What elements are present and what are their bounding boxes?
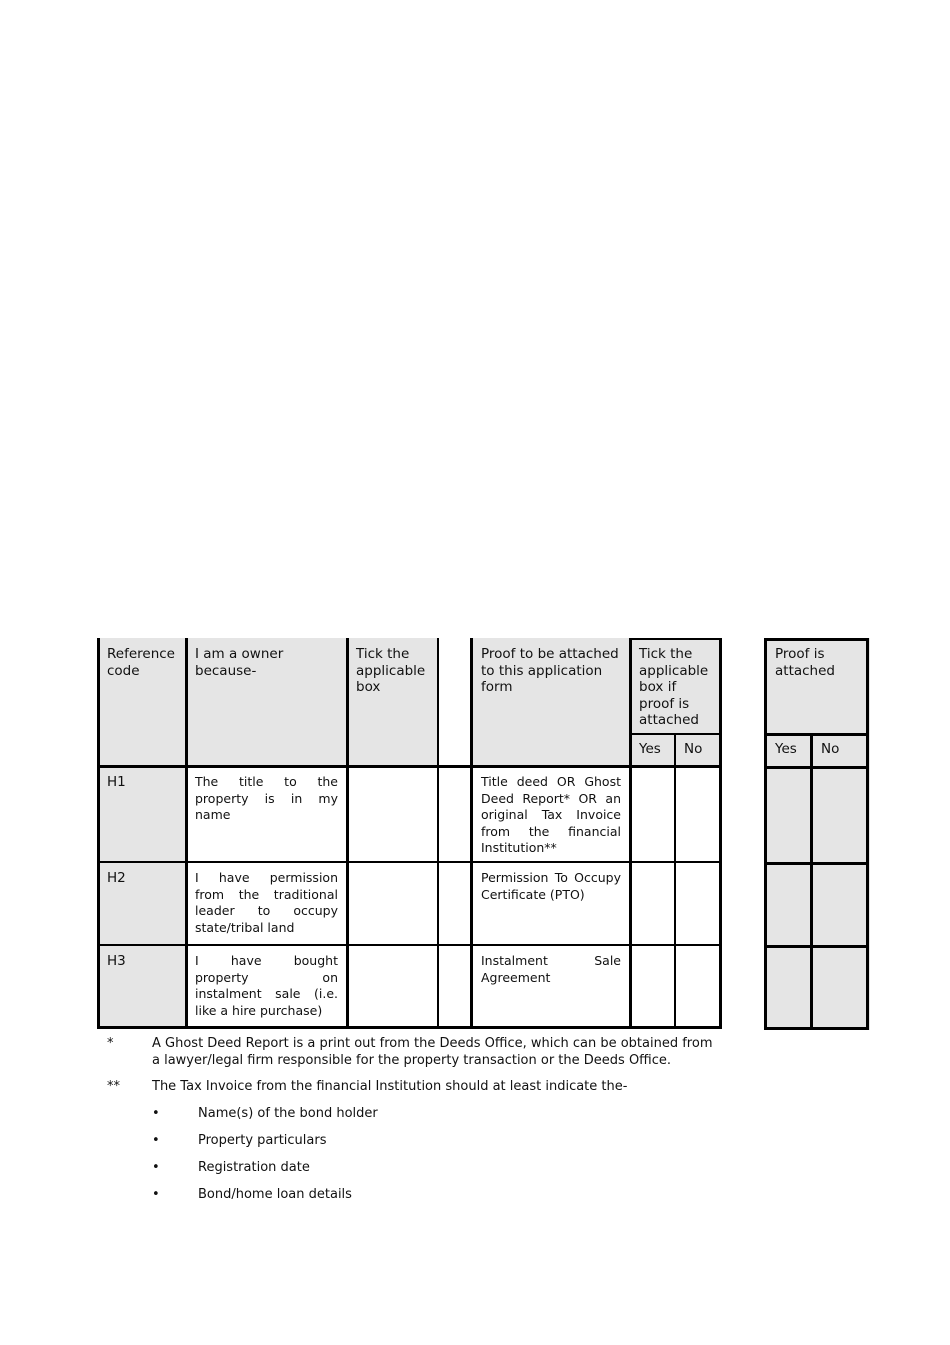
- row-code: H3: [107, 953, 126, 969]
- bullet-marker: •: [152, 1106, 160, 1121]
- side-yes: Yes: [775, 741, 797, 757]
- row-reason: The title to the property is in my name: [195, 774, 338, 822]
- bullet-marker: •: [152, 1187, 160, 1202]
- footnote-double-star-marker: **: [107, 1079, 120, 1094]
- row-code: H1: [107, 774, 126, 790]
- proof-no-checkbox[interactable]: [676, 946, 719, 1026]
- header-tick-proof: Tick the applicable box if proof is attached: [639, 646, 709, 728]
- bullet-marker: •: [152, 1133, 160, 1148]
- side-yes-checkbox-h3[interactable]: [767, 948, 810, 1027]
- proof-no-checkbox[interactable]: [676, 863, 719, 944]
- proof-yes-checkbox[interactable]: [632, 863, 674, 944]
- row-proof: Instalment Sale Agreement: [481, 953, 621, 985]
- bullet-text: Name(s) of the bond holder: [198, 1106, 378, 1121]
- row-reason: I have permission from the traditional leader to occupy state/tribal land: [195, 870, 338, 935]
- footnote-star-text: A Ghost Deed Report is a print out from the Deeds Office, which can be obtained from a lawyer/legal firm responsible for the property transaction or the Deeds Office.: [152, 1036, 713, 1068]
- bullet-text: Bond/home loan details: [198, 1187, 352, 1202]
- bullet-marker: •: [152, 1160, 160, 1175]
- header-reference-code: Reference code: [107, 646, 175, 679]
- header-tick-box: Tick the applicable box: [356, 646, 426, 695]
- side-header: Proof is attached: [775, 646, 835, 679]
- row-code: H2: [107, 870, 126, 886]
- footnote-star-marker: *: [107, 1036, 114, 1051]
- proof-yes-checkbox[interactable]: [632, 946, 674, 1026]
- header-owner-because: I am a owner because-: [195, 646, 284, 679]
- bullet-text: Registration date: [198, 1160, 310, 1175]
- bullet-text: Property particulars: [198, 1133, 327, 1148]
- side-no: No: [821, 741, 840, 757]
- side-yes-checkbox-h2[interactable]: [767, 865, 810, 945]
- proof-no-checkbox[interactable]: [676, 768, 719, 861]
- header-yes: Yes: [639, 741, 661, 757]
- header-proof: Proof to be attached to this application form: [481, 646, 619, 695]
- row-reason: I have bought property on instalment sale (i.e. like a hire purchase): [195, 953, 338, 1018]
- side-yes-checkbox-h1[interactable]: [767, 769, 810, 862]
- header-no: No: [684, 741, 703, 757]
- footnote-double-star-text: The Tax Invoice from the financial Institution should at least indicate the-: [152, 1079, 628, 1094]
- ref-col-fill: [100, 638, 186, 1028]
- proof-yes-checkbox[interactable]: [632, 768, 674, 861]
- row-proof: Title deed OR Ghost Deed Report* OR an original Tax Invoice from the financial Institution**: [481, 774, 621, 855]
- tick-checkbox[interactable]: [349, 768, 437, 861]
- side-no-checkbox-h1[interactable]: [813, 769, 866, 862]
- tick-checkbox[interactable]: [349, 863, 437, 944]
- side-no-checkbox-h2[interactable]: [813, 865, 866, 945]
- side-no-checkbox-h3[interactable]: [813, 948, 866, 1027]
- row-proof: Permission To Occupy Certificate (PTO): [481, 870, 621, 902]
- tick-checkbox[interactable]: [349, 946, 437, 1026]
